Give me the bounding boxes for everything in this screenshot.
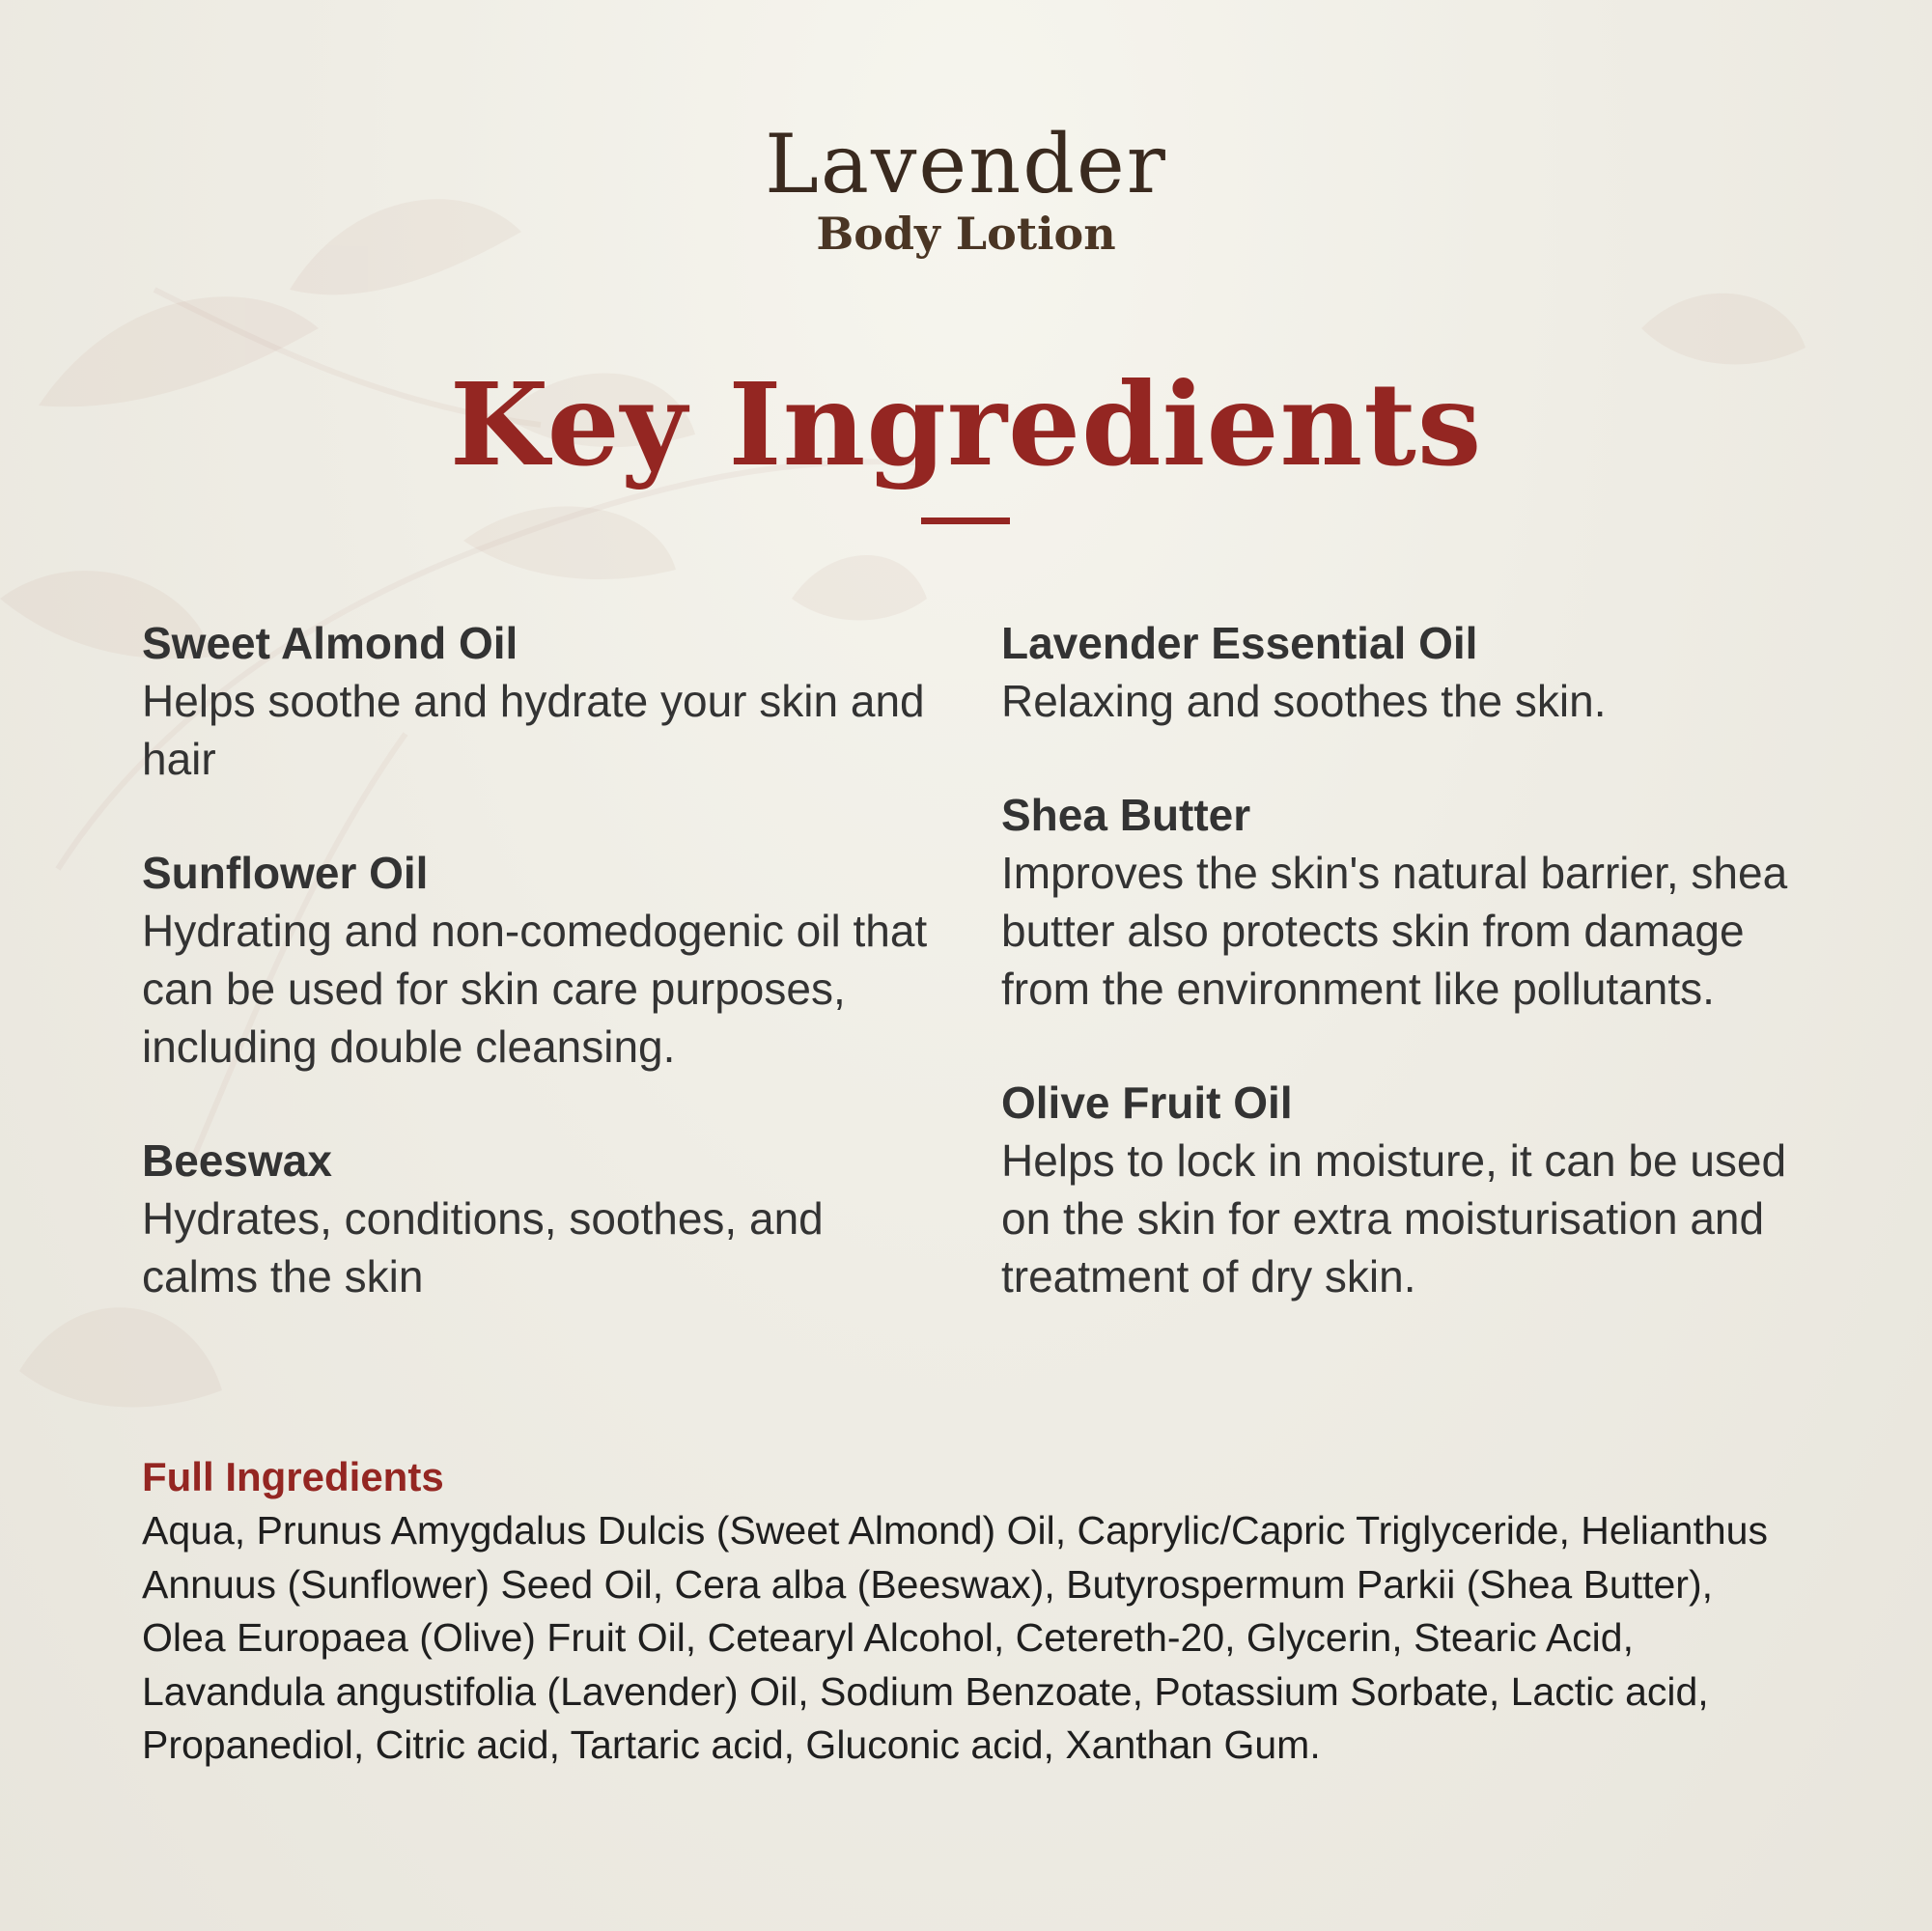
ingredient-description: Helps soothe and hydrate your skin and hair xyxy=(142,676,925,784)
ingredient-name: Shea Butter xyxy=(1001,790,1251,840)
ingredient-item xyxy=(142,1132,934,1305)
ingredient-description: Improves the skin's natural barrier, shea butter also protects skin from damage from the environment like pollutants. xyxy=(1001,848,1788,1014)
ingredient-description: Relaxing and soothes the skin. xyxy=(1001,676,1607,726)
ingredient-item xyxy=(142,844,934,1076)
full-ingredients-section xyxy=(142,1450,1803,1773)
ingredient-item xyxy=(1001,1074,1793,1305)
ingredients-column-left xyxy=(142,614,934,1361)
ingredient-name: Beeswax xyxy=(142,1135,332,1186)
ingredient-name: Sweet Almond Oil xyxy=(142,618,518,668)
ingredient-description: Helps to lock in moisture, it can be used on the skin for extra moisturisation and treatment of dry skin. xyxy=(1001,1135,1787,1301)
ingredient-item xyxy=(142,614,934,788)
product-subtitle: Body Lotion xyxy=(816,208,1116,260)
ingredient-name: Lavender Essential Oil xyxy=(1001,618,1478,668)
title-underline xyxy=(921,518,1010,524)
full-ingredients-list: Aqua, Prunus Amygdalus Dulcis (Sweet Almond) Oil, Caprylic/Capric Triglyceride, Helianthus Annuus (Sunflower) Seed Oil, Cera alba (Beeswax), Butyrospermum Parkii (Shea Butter), Olea Europaea (Olive) Fruit Oil, Cetearyl Alcohol, Cetereth-20, Glycerin, Stearic Acid, Lavandula angustifolia (Lavender) Oil, Sodium Benzoate, Potassium Sorbate, Lactic acid, Propanediol, Citric acid, Tartaric acid, Gluconic acid, Xanthan Gum. xyxy=(142,1508,1768,1767)
ingredient-description: Hydrating and non-comedogenic oil that can be used for skin care purposes, including double cleansing. xyxy=(142,906,928,1072)
ingredient-name: Olive Fruit Oil xyxy=(1001,1077,1293,1128)
ingredient-item xyxy=(1001,786,1793,1018)
ingredient-name: Sunflower Oil xyxy=(142,848,429,898)
brand-name: Lavender xyxy=(765,117,1167,211)
page-title: Key Ingredients xyxy=(449,357,1483,491)
ingredient-description: Hydrates, conditions, soothes, and calms the skin xyxy=(142,1193,824,1301)
ingredients-column-right xyxy=(1001,614,1793,1361)
ingredient-item xyxy=(1001,614,1793,730)
full-ingredients-heading: Full Ingredients xyxy=(142,1454,444,1499)
